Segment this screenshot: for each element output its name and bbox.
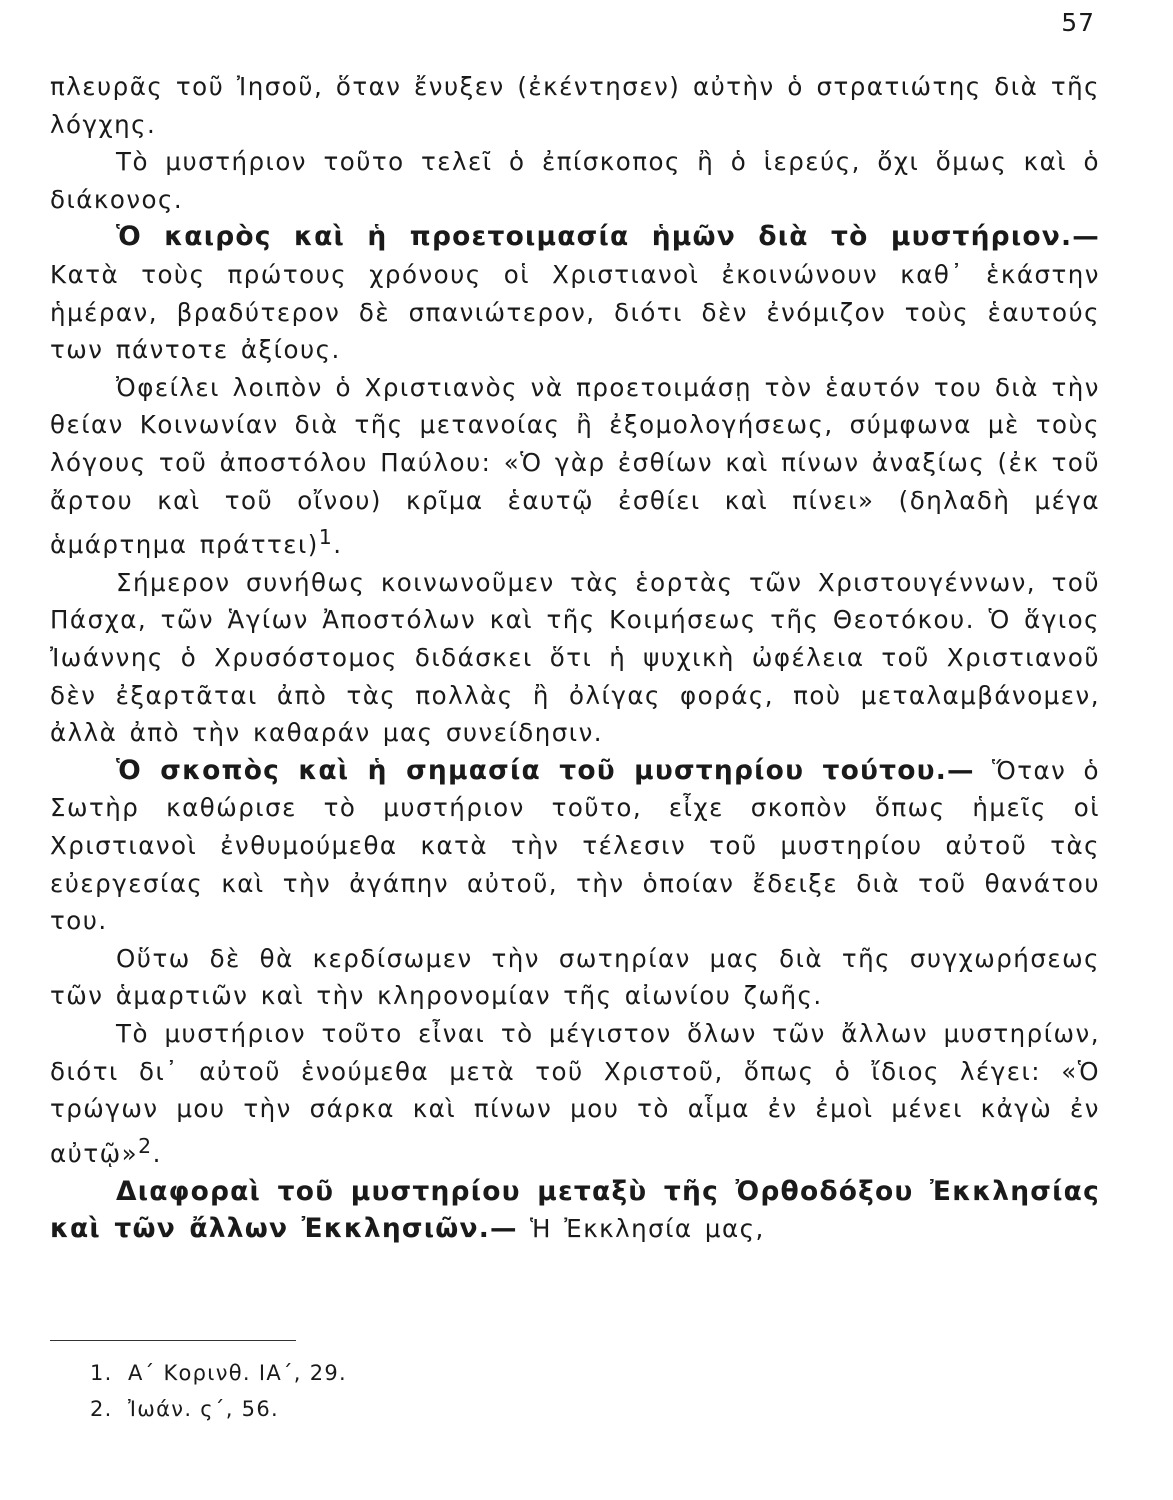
footnote-1: 1. Α΄ Κορινθ. ΙΑ΄, 29. <box>90 1361 348 1385</box>
section-time-preparation: Ὁ καιρὸς καὶ ἡ προετοιμασία ἡμῶν διὰ τὸ μυστήριον.— Κατὰ τοὺς πρώτους χρόνους οἱ Χριστιανοὶ ἐκοινώνουν καθ᾽ ἑκάστην ἡμέραν, βραδύτερον δὲ σπανιώτερον, διότι δὲν ἐνόμιζον τοὺς ἑαυτούς των πάντοτε ἀξίους. <box>50 221 1100 365</box>
footnotes <box>90 1355 347 1427</box>
section-purpose: Ὁ σκοπὸς καὶ ἡ σημασία τοῦ μυστηρίου τούτου.— Ὅταν ὁ Σωτὴρ καθώρισε τὸ μυστήριον τοῦτο, εἶχε σκοπὸν ὅπως ἡμεῖς οἱ Χριστιανοὶ ἐνθυμούμεθα κατὰ τὴν τέλεσιν τοῦ μυστηρίου αὐτοῦ τὰς εὐεργεσίας καὶ τὴν ἀγάπην αὐτοῦ, τὴν ὁποίαν ἔδειξε διὰ τοῦ θανάτου του. <box>50 754 1100 936</box>
section-heading: Ὁ σκοπὸς καὶ ἡ σημασία τοῦ μυστηρίου τούτου.— <box>116 754 975 786</box>
section-differences: Διαφοραὶ τοῦ μυστηρίου μεταξὺ τῆς Ὀρθοδόξου Ἐκκλησίας καὶ τῶν ἄλλων Ἐκκλησιῶν.— Ἡ Ἐκκλησία μας, <box>50 1175 1100 1245</box>
paragraph-5: Σήμερον συνήθως κοινωνοῦμεν τὰς ἑορτὰς τῶν Χριστουγέννων, τοῦ Πάσχα, τῶν Ἁγίων Ἀποστόλων καὶ τῆς Κοιμήσεως τῆς Θεοτόκου. Ὁ ἅγιος Ἰωάννης ὁ Χρυσόστομος διδάσκει ὅτι ἡ ψυχικὴ ὠφέλεια τοῦ Χριστιανοῦ δὲν ἐξαρτᾶται ἀπὸ τὰς πολλὰς ἢ ὀλίγας φοράς, ποὺ μεταλαμβάνομεν, ἀλλὰ ἀπὸ τὴν καθαράν μας συνείδησιν. <box>50 567 1100 748</box>
page-number: 57 <box>1061 8 1095 37</box>
footnote-ref-1: 1 <box>318 525 334 550</box>
body-text <box>50 68 1100 1248</box>
paragraph-8: Τὸ μυστήριον τοῦτο εἶναι τὸ μέγιστον ὅλων τῶν ἄλλων μυστηρίων, διότι δι᾽ αὐτοῦ ἑνούμεθα μετὰ τοῦ Χριστοῦ, ὅπως ὁ ἴδιος λέγει: «Ὁ τρώγων μου τὴν σάρκα καὶ πίνων μου τὸ αἷμα ἐν ἐμοὶ μένει κἀγὼ ἐν αὐτῷ»$^2$. <box>50 1019 1100 1168</box>
footnote-ref-2: 2 <box>138 1133 153 1158</box>
footnote-2: 2. Ἰωάν. ς΄, 56. <box>90 1397 279 1421</box>
paragraph-1: πλευρᾶς τοῦ Ἰησοῦ, ὅταν ἔνυξεν (ἐκέντησεν) αὐτὴν ὁ στρατιώτης διὰ τῆς λόγχης. <box>50 72 1100 139</box>
paragraph-2: Τὸ μυστήριον τοῦτο τελεῖ ὁ ἐπίσκοπος ἢ ὁ ἱερεύς, ὄχι ὅμως καὶ ὁ διάκονος. <box>50 147 1100 214</box>
section-heading: Ὁ καιρὸς καὶ ἡ προετοιμασία ἡμῶν διὰ τὸ μυστήριον.— <box>116 221 1100 253</box>
section-heading: Διαφοραὶ τοῦ μυστηρίου μεταξὺ τῆς Ὀρθοδόξου Ἐκκλησίας καὶ τῶν ἄλλων Ἐκκλησιῶν.— <box>50 1175 1100 1245</box>
footnote-divider <box>50 1340 296 1341</box>
paragraph-4: Ὀφείλει λοιπὸν ὁ Χριστιανὸς νὰ προετοιμάσῃ τὸν ἑαυτόν του διὰ τὴν θείαν Κοινωνίαν διὰ τῆς μετανοίας ἢ ἐξομολογήσεως, σύμφωνα μὲ τοὺς λόγους τοῦ ἀποστόλου Παύλου: «Ὁ γὰρ ἐσθίων καὶ πίνων ἀναξίως (ἐκ τοῦ ἄρτου καὶ τοῦ οἴνου) κρῖμα ἑαυτῷ ἐσθίει καὶ πίνει» (δηλαδὴ μέγα ἁμάρτημα πράττει)$^1$. <box>50 372 1100 560</box>
paragraph-7: Οὕτω δὲ θὰ κερδίσωμεν τὴν σωτηρίαν μας διὰ τῆς συγχωρήσεως τῶν ἁμαρτιῶν καὶ τὴν κληρονομίαν τῆς αἰωνίου ζωῆς. <box>50 943 1100 1011</box>
